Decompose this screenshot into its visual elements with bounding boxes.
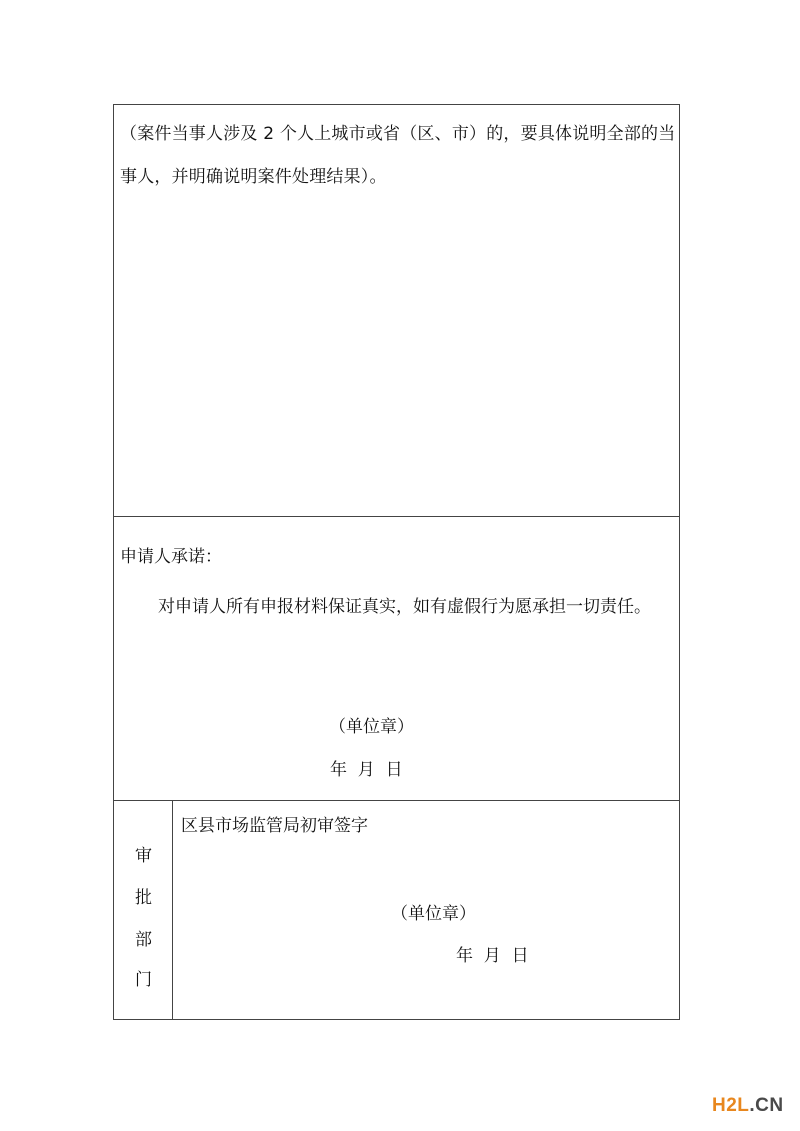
watermark-brand: H2L bbox=[712, 1095, 750, 1116]
watermark-domain: .CN bbox=[749, 1095, 784, 1116]
approval-signature-title: 区县市场监管局初审签字 bbox=[181, 816, 368, 836]
application-form-table bbox=[113, 104, 680, 1020]
approval-date-label: 年 月 日 bbox=[456, 946, 529, 966]
promise-statement: 对申请人所有申报材料保证真实，如有虚假行为愿承担一切责任。 bbox=[158, 597, 651, 617]
side-label-char: 门 bbox=[135, 970, 152, 990]
applicant-promise-section bbox=[114, 517, 679, 801]
site-watermark-logo bbox=[712, 1095, 784, 1117]
side-label-char: 审 bbox=[135, 846, 152, 866]
promise-date-label: 年 月 日 bbox=[330, 760, 403, 780]
side-label-char: 部 bbox=[135, 930, 152, 950]
case-description-section bbox=[114, 105, 679, 517]
promise-title: 申请人承诺： bbox=[120, 547, 222, 567]
approval-department-section bbox=[114, 801, 679, 1019]
approval-side-label-column bbox=[114, 801, 173, 1019]
promise-seal-label: （单位章） bbox=[329, 717, 414, 737]
side-label-char: 批 bbox=[135, 888, 152, 908]
case-description-instruction: （案件当事人涉及 2 个人上城市或省（区、市）的，要具体说明全部的当事人，并明确说明案件处理结果）。 bbox=[120, 124, 676, 187]
approval-seal-label: （单位章） bbox=[391, 904, 476, 924]
